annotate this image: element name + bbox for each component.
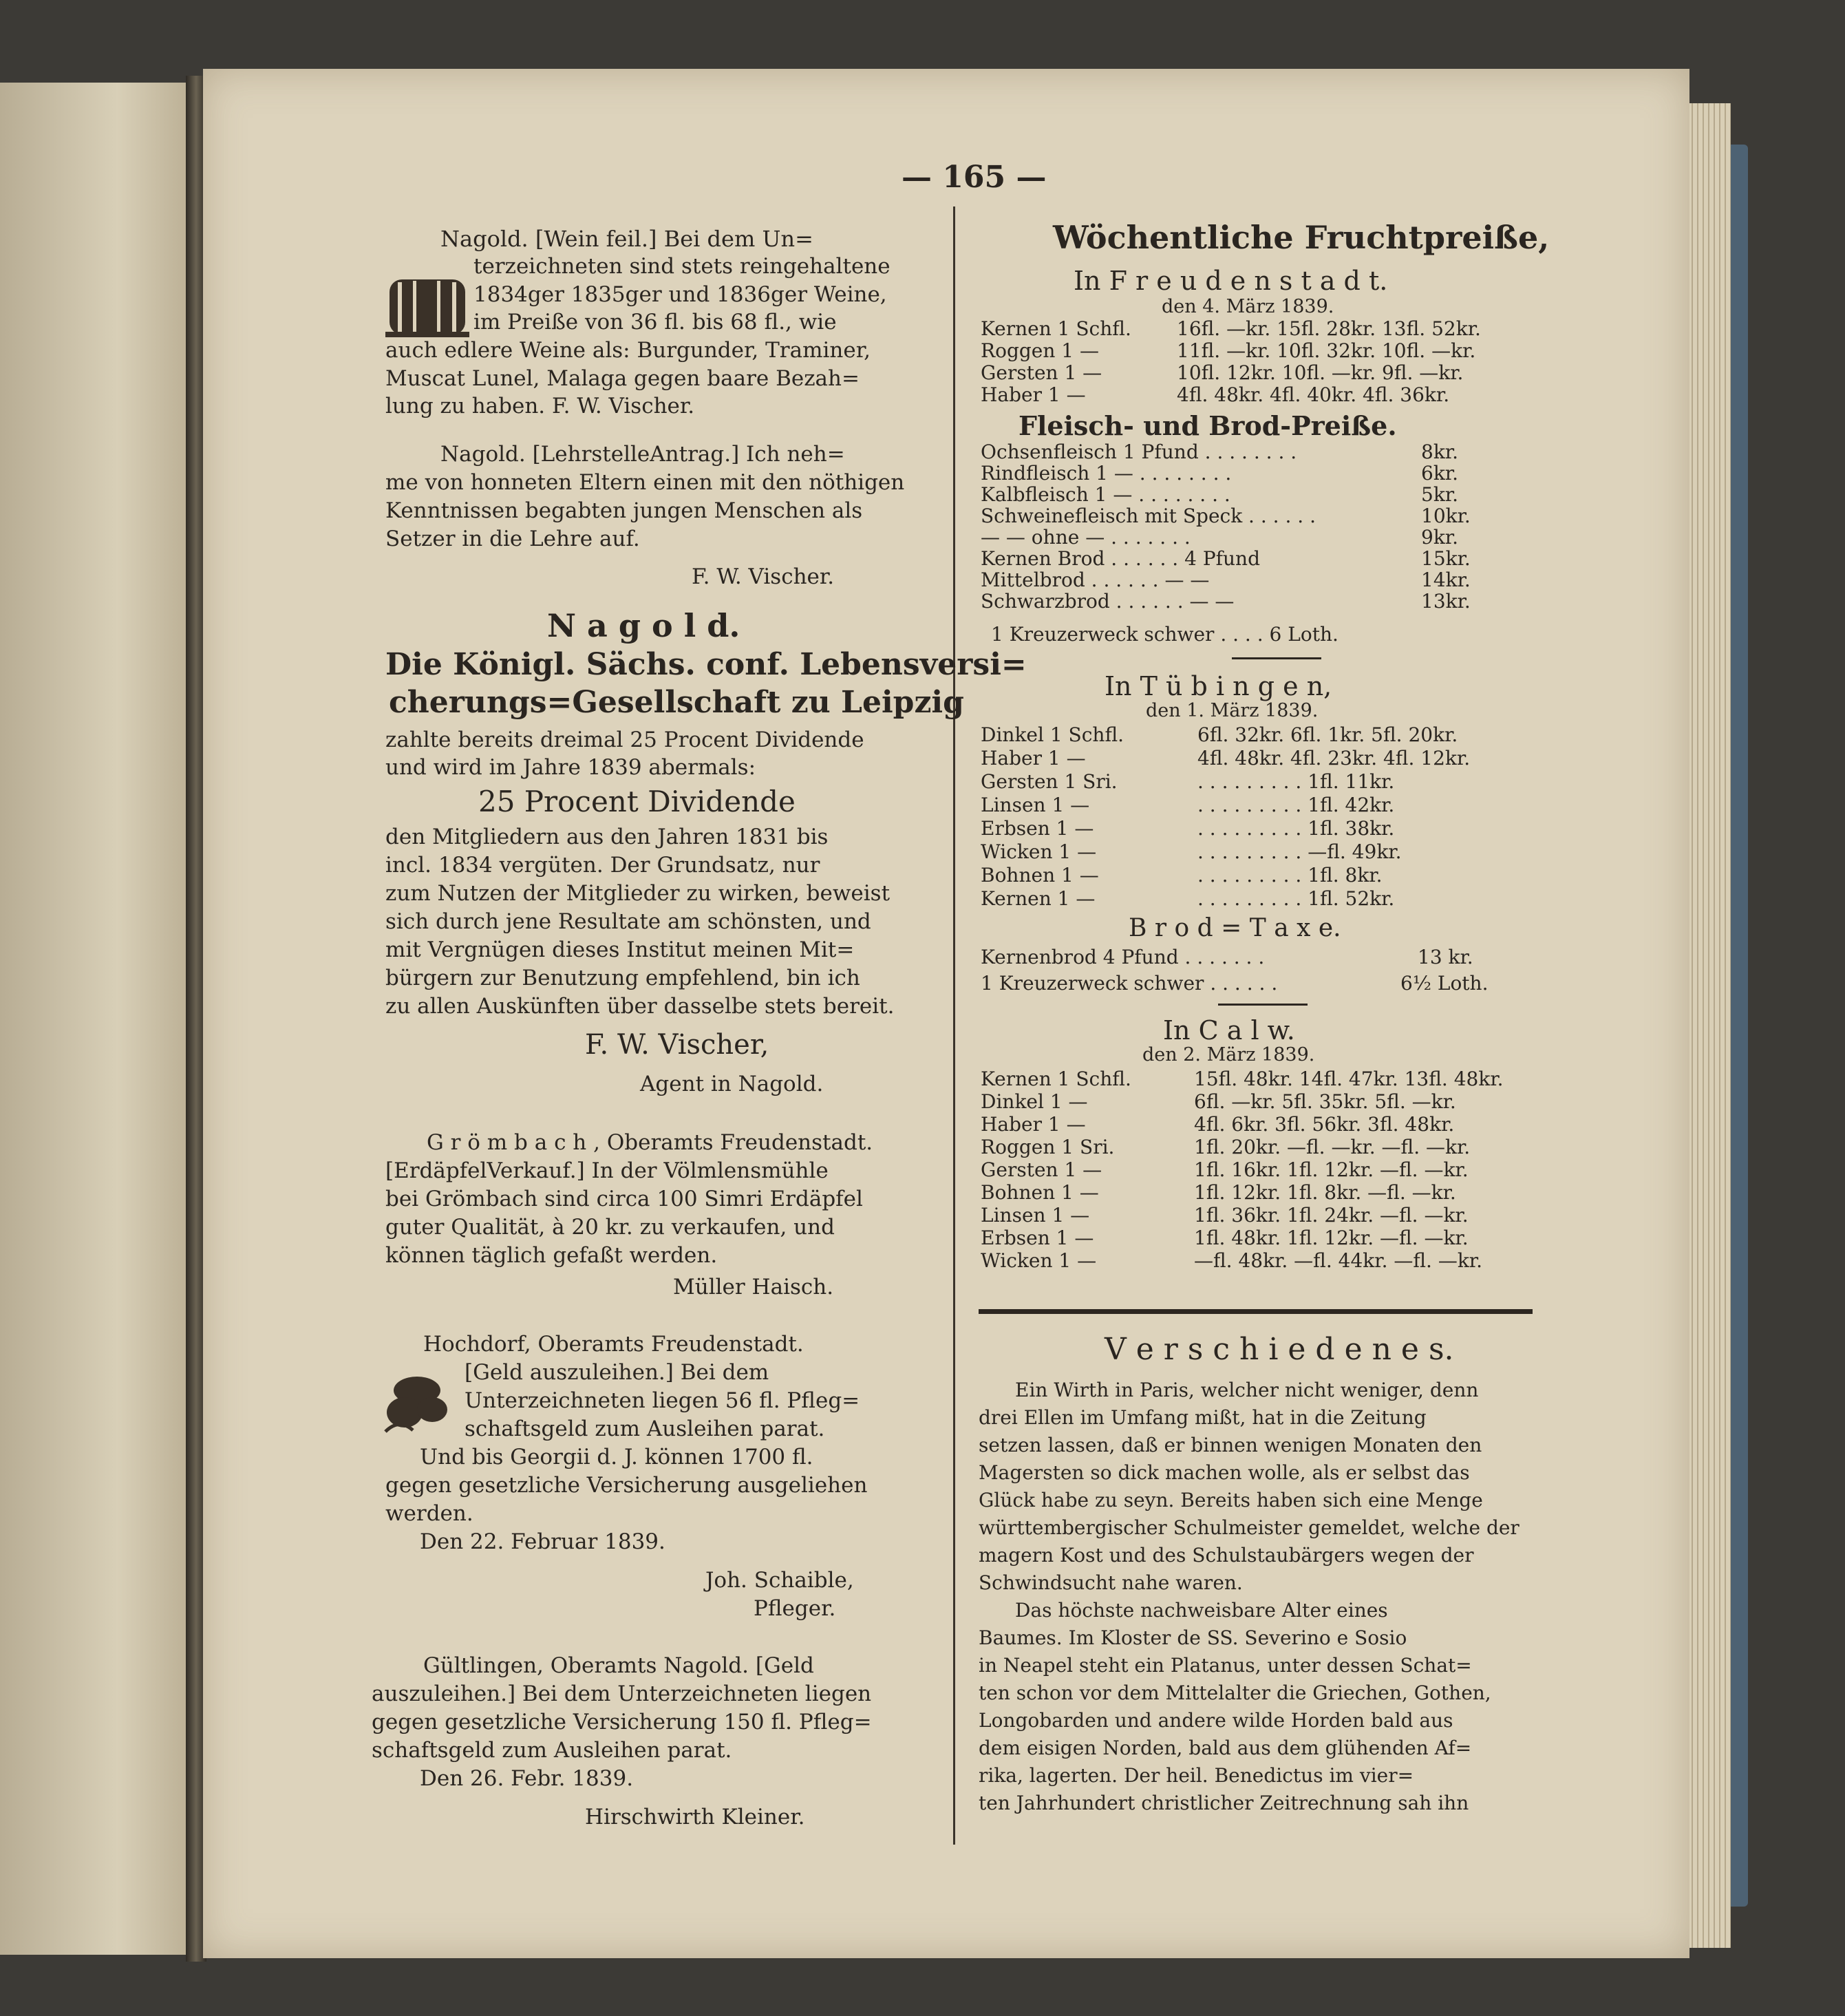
loan-ad-date: Den 22. Februar 1839. bbox=[420, 1529, 665, 1554]
loan-ad-line: Gültlingen, Oberamts Nagold. [Geld bbox=[423, 1653, 814, 1678]
insurance-ad-agent: Agent in Nagold. bbox=[640, 1072, 824, 1096]
miscellany-line: rika, lagerten. Der heil. Benedictus im vier= bbox=[979, 1764, 1414, 1787]
grain-prices: 1fl. 16kr. 1fl. 12kr. —fl. —kr. bbox=[1194, 1158, 1469, 1181]
bread-price: 13 kr. bbox=[1418, 946, 1473, 968]
meat-price: 15kr. bbox=[1421, 547, 1471, 570]
tuebingen-heading: In T ü b i n g e n, bbox=[1105, 671, 1332, 701]
loan-ad-line: werden. bbox=[385, 1501, 473, 1526]
grain-prices: 6fl. —kr. 5fl. 35kr. 5fl. —kr. bbox=[1194, 1090, 1456, 1113]
freudenstadt-row bbox=[981, 317, 1481, 340]
miscellany-line: dem eisigen Norden, bald aus dem glühenden Af= bbox=[979, 1737, 1472, 1759]
grain-item: Linsen 1 — bbox=[981, 794, 1090, 816]
insurance-ad-line: zu allen Auskünften über dasselbe stets bereit. bbox=[385, 994, 895, 1019]
grain-item: Erbsen 1 — bbox=[981, 1227, 1094, 1249]
grain-prices: 10fl. 12kr. 10fl. —kr. 9fl. —kr. bbox=[1177, 361, 1464, 384]
grain-item: Kernen 1 Schfl. bbox=[981, 1068, 1131, 1090]
grain-prices: 1fl. 12kr. 1fl. 8kr. —fl. —kr. bbox=[1194, 1181, 1456, 1204]
meat-row bbox=[981, 569, 1471, 591]
potato-ad-line: bei Grömbach sind circa 100 Simri Erdäpfel bbox=[385, 1187, 863, 1211]
grain-item: Gersten 1 Sri. bbox=[981, 770, 1118, 793]
insurance-ad-highlight: 25 Procent Dividende bbox=[478, 785, 796, 818]
calw-date: den 2. März 1839. bbox=[1142, 1044, 1315, 1065]
tuebingen-row bbox=[981, 794, 1395, 816]
calw-heading: In C a l w. bbox=[1163, 1015, 1295, 1046]
grain-item: Bohnen 1 — bbox=[981, 864, 1099, 887]
grain-item: Haber 1 — bbox=[981, 383, 1086, 406]
bread-tax-row bbox=[981, 972, 1489, 995]
loan-ad-line: gegen gesetzliche Versicherung ausgeliehen bbox=[385, 1473, 868, 1498]
meat-price: 8kr. bbox=[1421, 441, 1458, 463]
insurance-ad-line: zahlte bereits dreimal 25 Procent Dividende bbox=[385, 728, 864, 752]
insurance-ad-title: cherungs=Gesellschaft zu Leipzig bbox=[389, 685, 964, 720]
meat-price: 10kr. bbox=[1421, 505, 1471, 527]
loan-ad-date: Den 26. Febr. 1839. bbox=[420, 1766, 634, 1791]
facing-page-edge bbox=[0, 83, 196, 1955]
freudenstadt-row bbox=[981, 339, 1476, 362]
meat-row bbox=[981, 505, 1471, 527]
grain-item: Dinkel 1 — bbox=[981, 1090, 1088, 1113]
miscellany-line: Schwindsucht nahe waren. bbox=[979, 1571, 1243, 1594]
insurance-ad-line: sich durch jene Resultate am schönsten, und bbox=[385, 909, 871, 934]
grain-prices: 15fl. 48kr. 14fl. 47kr. 13fl. 48kr. bbox=[1194, 1068, 1504, 1090]
calw-row bbox=[981, 1090, 1456, 1113]
grain-prices: —fl. 48kr. —fl. 44kr. —fl. —kr. bbox=[1194, 1249, 1483, 1272]
tuebingen-row bbox=[981, 770, 1395, 793]
meat-row bbox=[981, 483, 1458, 506]
calw-row bbox=[981, 1068, 1504, 1090]
grain-item: Roggen 1 — bbox=[981, 339, 1100, 362]
meat-row bbox=[981, 462, 1458, 485]
meat-item: Schwarzbrod . . . . . . — — bbox=[981, 590, 1235, 613]
insurance-ad-line: incl. 1834 vergüten. Der Grundsatz, nur bbox=[385, 853, 820, 878]
meat-item: Schweinefleisch mit Speck . . . . . . bbox=[981, 505, 1316, 527]
section-rule bbox=[1218, 1004, 1308, 1006]
grain-item: Haber 1 — bbox=[981, 747, 1086, 770]
freudenstadt-date: den 4. März 1839. bbox=[1162, 296, 1334, 317]
grain-item: Dinkel 1 Schfl. bbox=[981, 723, 1124, 746]
miscellany-line: drei Ellen im Umfang mißt, hat in die Zeitung bbox=[979, 1406, 1427, 1429]
insurance-ad-line: mit Vergnügen dieses Institut meinen Mit= bbox=[385, 937, 855, 962]
miscellany-title: V e r s c h i e d e n e s. bbox=[1105, 1332, 1454, 1367]
grain-prices: 4fl. 48kr. 4fl. 40kr. 4fl. 36kr. bbox=[1177, 383, 1450, 406]
bread-item: 1 Kreuzerweck schwer . . . . . . bbox=[981, 972, 1278, 995]
potato-ad-line: G r ö m b a c h , Oberamts Freudenstadt. bbox=[427, 1130, 873, 1155]
insurance-ad-place: N a g o l d. bbox=[547, 607, 740, 644]
meat-item: — — ohne — . . . . . . . bbox=[981, 526, 1191, 549]
insurance-ad-line: bürgern zur Benutzung empfehlend, bin ich bbox=[385, 966, 860, 990]
freudenstadt-heading: In F r e u d e n s t a d t. bbox=[1074, 266, 1388, 296]
wine-ad-line: 1834ger 1835ger und 1836ger Weine, bbox=[473, 282, 887, 307]
grain-prices: . . . . . . . . . —fl. 49kr. bbox=[1197, 840, 1402, 863]
calw-row bbox=[981, 1204, 1469, 1227]
miscellany-line: Baumes. Im Kloster de SS. Severino e Sosio bbox=[979, 1626, 1407, 1649]
meat-price: 6kr. bbox=[1421, 462, 1458, 485]
grain-prices: . . . . . . . . . 1fl. 42kr. bbox=[1197, 794, 1395, 816]
potato-ad-line: können täglich gefaßt werden. bbox=[385, 1243, 718, 1268]
loan-ad-line: gegen gesetzliche Versicherung 150 fl. Pfleg= bbox=[372, 1710, 872, 1734]
grain-item: Bohnen 1 — bbox=[981, 1181, 1099, 1204]
insurance-ad-title: Die Königl. Sächs. conf. Lebensversi= bbox=[385, 647, 1027, 682]
meat-row bbox=[981, 441, 1458, 463]
miscellany-line: Ein Wirth in Paris, welcher nicht weniger, denn bbox=[1015, 1379, 1479, 1401]
heavy-rule bbox=[979, 1309, 1533, 1314]
column-divider bbox=[953, 206, 955, 1845]
grain-item: Roggen 1 Sri. bbox=[981, 1136, 1115, 1158]
bread-item: Kernenbrod 4 Pfund . . . . . . . bbox=[981, 946, 1265, 968]
calw-row bbox=[981, 1158, 1469, 1181]
miscellany-line: ten Jahrhundert christlicher Zeitrechnung sah ihn bbox=[979, 1792, 1469, 1814]
miscellany-line: Glück habe zu seyn. Bereits haben sich eine Menge bbox=[979, 1489, 1483, 1511]
loan-ad-line: schaftsgeld zum Ausleihen parat. bbox=[372, 1738, 732, 1763]
grain-prices: 1fl. 20kr. —fl. —kr. —fl. —kr. bbox=[1194, 1136, 1471, 1158]
grain-prices: 11fl. —kr. 10fl. 32kr. 10fl. —kr. bbox=[1177, 339, 1476, 362]
page-number: — 165 — bbox=[902, 160, 1047, 195]
apprentice-ad-line: me von honneten Eltern einen mit den nöthigen bbox=[385, 470, 905, 495]
insurance-ad-line: und wird im Jahre 1839 abermals: bbox=[385, 755, 756, 780]
meat-item: Ochsenfleisch 1 Pfund . . . . . . . . bbox=[981, 441, 1297, 463]
miscellany-line: Das höchste nachweisbare Alter eines bbox=[1015, 1599, 1388, 1622]
meat-price: 13kr. bbox=[1421, 590, 1471, 613]
wine-ad-line: auch edlere Weine als: Burgunder, Traminer, bbox=[385, 338, 871, 363]
miscellany-line: Magersten so dick machen wolle, als er selbst das bbox=[979, 1461, 1470, 1484]
loan-ad-signature: Joh. Schaible, bbox=[705, 1568, 854, 1593]
miscellany-line: Longobarden und andere wilde Horden bald aus bbox=[979, 1709, 1453, 1732]
freudenstadt-row bbox=[981, 383, 1450, 406]
grain-prices: . . . . . . . . . 1fl. 8kr. bbox=[1197, 864, 1383, 887]
tuebingen-row bbox=[981, 840, 1402, 863]
grain-item: Gersten 1 — bbox=[981, 1158, 1102, 1181]
grain-prices-title: Wöchentliche Fruchtpreiße, bbox=[1053, 219, 1550, 256]
apprentice-ad-signature: F. W. Vischer. bbox=[692, 564, 835, 589]
grain-item: Kernen 1 — bbox=[981, 887, 1096, 910]
wine-ad-line: Nagold. [Wein feil.] Bei dem Un= bbox=[440, 226, 813, 252]
loan-ad-line: Unterzeichneten liegen 56 fl. Pfleg= bbox=[465, 1388, 860, 1413]
calw-row bbox=[981, 1113, 1455, 1136]
wine-ad-line: im Preiße von 36 fl. bis 68 fl., wie bbox=[473, 310, 837, 335]
grain-item: Wicken 1 — bbox=[981, 840, 1097, 863]
calw-row bbox=[981, 1136, 1471, 1158]
grain-prices: 4fl. 48kr. 4fl. 23kr. 4fl. 12kr. bbox=[1197, 747, 1471, 770]
grain-item: Kernen 1 Schfl. bbox=[981, 317, 1131, 340]
grain-prices: 1fl. 48kr. 1fl. 12kr. —fl. —kr. bbox=[1194, 1227, 1469, 1249]
grain-prices: . . . . . . . . . 1fl. 11kr. bbox=[1197, 770, 1395, 793]
meat-row bbox=[981, 526, 1458, 549]
tuebingen-row bbox=[981, 887, 1395, 910]
wine-barrel-icon bbox=[385, 275, 469, 339]
grain-prices: 6fl. 32kr. 6fl. 1kr. 5fl. 20kr. bbox=[1197, 723, 1458, 746]
meat-price: 5kr. bbox=[1421, 483, 1458, 506]
miscellany-line: setzen lassen, daß er binnen wenigen Monaten den bbox=[979, 1434, 1482, 1456]
loan-ad-role: Pfleger. bbox=[754, 1596, 836, 1621]
apprentice-ad-line: Setzer in die Lehre auf. bbox=[385, 527, 640, 551]
meat-price: 9kr. bbox=[1421, 526, 1458, 549]
meat-item: Rindfleisch 1 — . . . . . . . . bbox=[981, 462, 1232, 485]
tuebingen-row bbox=[981, 817, 1395, 840]
potato-ad-line: [ErdäpfelVerkauf.] In der Völmlensmühle bbox=[385, 1158, 829, 1183]
apprentice-ad-line: Nagold. [LehrstelleAntrag.] Ich neh= bbox=[440, 442, 845, 467]
grain-prices: 16fl. —kr. 15fl. 28kr. 13fl. 52kr. bbox=[1177, 317, 1481, 340]
wine-ad-line: lung zu haben. F. W. Vischer. bbox=[385, 394, 695, 418]
meat-row bbox=[981, 590, 1471, 613]
loan-ad-line: Hochdorf, Oberamts Freudenstadt. bbox=[423, 1332, 804, 1357]
grain-prices: . . . . . . . . . 1fl. 38kr. bbox=[1197, 817, 1395, 840]
grain-prices: 1fl. 36kr. 1fl. 24kr. —fl. —kr. bbox=[1194, 1204, 1469, 1227]
potato-ad-signature: Müller Haisch. bbox=[673, 1275, 834, 1299]
meat-row bbox=[981, 547, 1471, 570]
loan-ad-line: auszuleihen.] Bei dem Unterzeichneten liegen bbox=[372, 1681, 872, 1706]
calw-row bbox=[981, 1181, 1456, 1204]
meat-bread-title: Fleisch- und Brod-Preiße. bbox=[1019, 410, 1397, 441]
calw-row bbox=[981, 1249, 1483, 1272]
tuebingen-date: den 1. März 1839. bbox=[1146, 700, 1319, 721]
bread-tax-title: B r o d = T a x e. bbox=[1129, 914, 1341, 942]
grain-item: Wicken 1 — bbox=[981, 1249, 1097, 1272]
miscellany-line: ten schon vor dem Mittelalter die Griechen, Gothen, bbox=[979, 1681, 1491, 1704]
wine-ad-line: Muscat Lunel, Malaga gegen baare Bezah= bbox=[385, 366, 860, 391]
miscellany-line: württembergischer Schulmeister gemeldet, welche der bbox=[979, 1516, 1519, 1539]
bread-price: 6½ Loth. bbox=[1400, 972, 1489, 995]
meat-item: Kalbfleisch 1 — . . . . . . . . bbox=[981, 483, 1230, 506]
loan-ad-line: schaftsgeld zum Ausleihen parat. bbox=[465, 1416, 825, 1441]
calw-row bbox=[981, 1227, 1469, 1249]
potato-ad-line: guter Qualität, à 20 kr. zu verkaufen, und bbox=[385, 1215, 835, 1240]
meat-item: Mittelbrod . . . . . . — — bbox=[981, 569, 1210, 591]
bread-tax-row bbox=[981, 946, 1473, 968]
meat-item: Kernen Brod . . . . . . 4 Pfund bbox=[981, 547, 1261, 570]
wine-ad-line: terzeichneten sind stets reingehaltene bbox=[473, 254, 890, 279]
section-rule bbox=[1232, 657, 1321, 659]
grain-item: Linsen 1 — bbox=[981, 1204, 1090, 1227]
tuebingen-row bbox=[981, 864, 1383, 887]
grain-item: Gersten 1 — bbox=[981, 361, 1102, 384]
insurance-ad-signature: F. W. Vischer, bbox=[585, 1029, 769, 1061]
miscellany-line: in Neapel steht ein Platanus, unter dessen Schat= bbox=[979, 1654, 1472, 1677]
loan-ad-line: [Geld auszuleihen.] Bei dem bbox=[465, 1360, 769, 1385]
tuebingen-row bbox=[981, 747, 1471, 770]
loan-ad-signature: Hirschwirth Kleiner. bbox=[585, 1805, 805, 1829]
grain-item: Erbsen 1 — bbox=[981, 817, 1094, 840]
tuebingen-row bbox=[981, 723, 1458, 746]
insurance-ad-line: zum Nutzen der Mitglieder zu wirken, beweist bbox=[385, 881, 890, 906]
grain-prices: 4fl. 6kr. 3fl. 56kr. 3fl. 48kr. bbox=[1194, 1113, 1455, 1136]
money-bag-icon bbox=[378, 1370, 456, 1433]
apprentice-ad-line: Kenntnissen begabten jungen Menschen als bbox=[385, 498, 863, 523]
grain-item: Haber 1 — bbox=[981, 1113, 1086, 1136]
miscellany-line: magern Kost und des Schulstaubärgers wegen der bbox=[979, 1544, 1474, 1567]
insurance-ad-line: den Mitgliedern aus den Jahren 1831 bis bbox=[385, 825, 829, 849]
meat-price: 14kr. bbox=[1421, 569, 1471, 591]
freudenstadt-row bbox=[981, 361, 1464, 384]
roll-weight-row: 1 Kreuzerweck schwer . . . . 6 Loth. bbox=[991, 623, 1339, 646]
loan-ad-line: Und bis Georgii d. J. können 1700 fl. bbox=[420, 1445, 813, 1469]
grain-prices: . . . . . . . . . 1fl. 52kr. bbox=[1197, 887, 1395, 910]
